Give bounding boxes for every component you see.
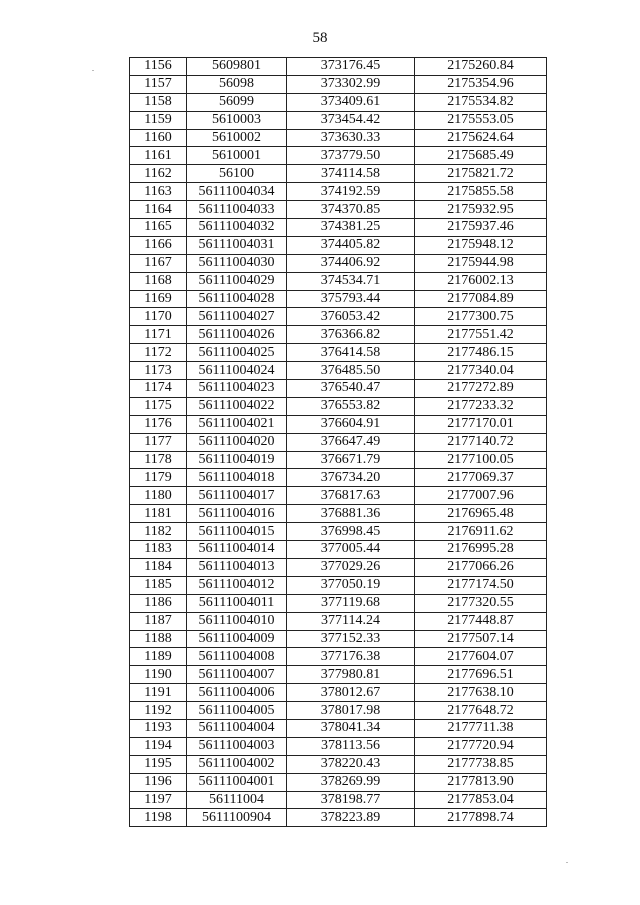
x-coordinate-cell: 373302.99	[287, 75, 415, 93]
y-coordinate-cell: 2176995.28	[415, 541, 547, 559]
point-id-cell: 5610002	[187, 129, 287, 147]
table-row	[130, 630, 547, 648]
point-id-cell: 56111004006	[187, 684, 287, 702]
point-number-cell: 1185	[130, 576, 187, 594]
x-coordinate-cell: 373454.42	[287, 111, 415, 129]
y-coordinate-cell: 2175937.46	[415, 219, 547, 237]
x-coordinate-cell: 374114.58	[287, 165, 415, 183]
x-coordinate-cell: 376414.58	[287, 344, 415, 362]
y-coordinate-cell: 2176911.62	[415, 523, 547, 541]
x-coordinate-cell: 378113.56	[287, 737, 415, 755]
point-id-cell: 56111004009	[187, 630, 287, 648]
x-coordinate-cell: 376485.50	[287, 362, 415, 380]
y-coordinate-cell: 2177320.55	[415, 594, 547, 612]
point-number-cell: 1192	[130, 702, 187, 720]
point-number-cell: 1187	[130, 612, 187, 630]
point-number-cell: 1159	[130, 111, 187, 129]
x-coordinate-cell: 374406.92	[287, 254, 415, 272]
point-number-cell: 1177	[130, 433, 187, 451]
x-coordinate-cell: 376553.82	[287, 397, 415, 415]
point-id-cell: 56111004031	[187, 236, 287, 254]
point-number-cell: 1174	[130, 380, 187, 398]
table-row	[130, 362, 547, 380]
point-number-cell: 1195	[130, 755, 187, 773]
point-number-cell: 1171	[130, 326, 187, 344]
y-coordinate-cell: 2177140.72	[415, 433, 547, 451]
x-coordinate-cell: 374370.85	[287, 201, 415, 219]
point-id-cell: 56111004016	[187, 505, 287, 523]
point-id-cell: 5611100904	[187, 809, 287, 827]
table-row	[130, 433, 547, 451]
point-id-cell: 56111004023	[187, 380, 287, 398]
y-coordinate-cell: 2177084.89	[415, 290, 547, 308]
page-number: 58	[312, 30, 328, 46]
point-number-cell: 1197	[130, 791, 187, 809]
point-id-cell: 56098	[187, 75, 287, 93]
point-id-cell: 56111004020	[187, 433, 287, 451]
point-number-cell: 1179	[130, 469, 187, 487]
y-coordinate-cell: 2177507.14	[415, 630, 547, 648]
y-coordinate-cell: 2177638.10	[415, 684, 547, 702]
table-row	[130, 541, 547, 559]
point-number-cell: 1183	[130, 541, 187, 559]
x-coordinate-cell: 373630.33	[287, 129, 415, 147]
x-coordinate-cell: 376817.63	[287, 487, 415, 505]
x-coordinate-cell: 377005.44	[287, 541, 415, 559]
x-coordinate-cell: 377152.33	[287, 630, 415, 648]
point-number-cell: 1162	[130, 165, 187, 183]
point-id-cell: 56111004018	[187, 469, 287, 487]
point-number-cell: 1198	[130, 809, 187, 827]
x-coordinate-cell: 377980.81	[287, 666, 415, 684]
point-id-cell: 56111004025	[187, 344, 287, 362]
point-id-cell: 56111004014	[187, 541, 287, 559]
y-coordinate-cell: 2177853.04	[415, 791, 547, 809]
x-coordinate-cell: 374381.25	[287, 219, 415, 237]
x-coordinate-cell: 374405.82	[287, 236, 415, 254]
x-coordinate-cell: 377050.19	[287, 576, 415, 594]
y-coordinate-cell: 2177272.89	[415, 380, 547, 398]
point-id-cell: 5609801	[187, 58, 287, 76]
point-number-cell: 1158	[130, 93, 187, 111]
table-row	[130, 326, 547, 344]
table-row	[130, 58, 547, 76]
y-coordinate-cell: 2175553.05	[415, 111, 547, 129]
y-coordinate-cell: 2175624.64	[415, 129, 547, 147]
y-coordinate-cell: 2177448.87	[415, 612, 547, 630]
table-row	[130, 165, 547, 183]
point-number-cell: 1186	[130, 594, 187, 612]
point-id-cell: 56111004019	[187, 451, 287, 469]
point-id-cell: 56111004003	[187, 737, 287, 755]
x-coordinate-cell: 373409.61	[287, 93, 415, 111]
scan-speck	[92, 70, 94, 71]
point-id-cell: 56111004005	[187, 702, 287, 720]
x-coordinate-cell: 376881.36	[287, 505, 415, 523]
y-coordinate-cell: 2175821.72	[415, 165, 547, 183]
y-coordinate-cell: 2177551.42	[415, 326, 547, 344]
point-id-cell: 56111004008	[187, 648, 287, 666]
point-number-cell: 1189	[130, 648, 187, 666]
point-id-cell: 56111004021	[187, 415, 287, 433]
y-coordinate-cell: 2177069.37	[415, 469, 547, 487]
point-number-cell: 1156	[130, 58, 187, 76]
table-row	[130, 75, 547, 93]
table-row	[130, 719, 547, 737]
point-number-cell: 1193	[130, 719, 187, 737]
point-number-cell: 1190	[130, 666, 187, 684]
y-coordinate-cell: 2177486.15	[415, 344, 547, 362]
table-row	[130, 576, 547, 594]
table-row	[130, 219, 547, 237]
table-row	[130, 236, 547, 254]
point-id-cell: 56100	[187, 165, 287, 183]
y-coordinate-cell: 2175534.82	[415, 93, 547, 111]
y-coordinate-cell: 2177100.05	[415, 451, 547, 469]
table-row	[130, 505, 547, 523]
y-coordinate-cell: 2177648.72	[415, 702, 547, 720]
y-coordinate-cell: 2177340.04	[415, 362, 547, 380]
point-number-cell: 1181	[130, 505, 187, 523]
table-row	[130, 380, 547, 398]
point-id-cell: 56111004012	[187, 576, 287, 594]
point-number-cell: 1170	[130, 308, 187, 326]
x-coordinate-cell: 378269.99	[287, 773, 415, 791]
table-row	[130, 523, 547, 541]
x-coordinate-cell: 377029.26	[287, 558, 415, 576]
y-coordinate-cell: 2176965.48	[415, 505, 547, 523]
coordinates-table-body	[130, 58, 547, 827]
x-coordinate-cell: 374534.71	[287, 272, 415, 290]
point-number-cell: 1176	[130, 415, 187, 433]
y-coordinate-cell: 2175944.98	[415, 254, 547, 272]
x-coordinate-cell: 378220.43	[287, 755, 415, 773]
table-row	[130, 183, 547, 201]
point-number-cell: 1163	[130, 183, 187, 201]
point-number-cell: 1188	[130, 630, 187, 648]
y-coordinate-cell: 2177170.01	[415, 415, 547, 433]
table-row	[130, 487, 547, 505]
table-row	[130, 791, 547, 809]
y-coordinate-cell: 2177007.96	[415, 487, 547, 505]
x-coordinate-cell: 375793.44	[287, 290, 415, 308]
point-number-cell: 1168	[130, 272, 187, 290]
x-coordinate-cell: 378017.98	[287, 702, 415, 720]
point-number-cell: 1165	[130, 219, 187, 237]
point-number-cell: 1167	[130, 254, 187, 272]
point-number-cell: 1161	[130, 147, 187, 165]
x-coordinate-cell: 378012.67	[287, 684, 415, 702]
point-number-cell: 1175	[130, 397, 187, 415]
table-row	[130, 129, 547, 147]
point-id-cell: 56111004017	[187, 487, 287, 505]
x-coordinate-cell: 376647.49	[287, 433, 415, 451]
table-row	[130, 201, 547, 219]
point-id-cell: 56111004029	[187, 272, 287, 290]
point-number-cell: 1184	[130, 558, 187, 576]
point-id-cell: 56111004027	[187, 308, 287, 326]
point-number-cell: 1194	[130, 737, 187, 755]
y-coordinate-cell: 2177738.85	[415, 755, 547, 773]
table-row	[130, 809, 547, 827]
y-coordinate-cell: 2175685.49	[415, 147, 547, 165]
x-coordinate-cell: 376366.82	[287, 326, 415, 344]
table-row	[130, 308, 547, 326]
point-id-cell: 56111004026	[187, 326, 287, 344]
table-row	[130, 290, 547, 308]
y-coordinate-cell: 2175354.96	[415, 75, 547, 93]
y-coordinate-cell: 2177066.26	[415, 558, 547, 576]
point-number-cell: 1169	[130, 290, 187, 308]
point-id-cell: 56111004007	[187, 666, 287, 684]
y-coordinate-cell: 2175855.58	[415, 183, 547, 201]
point-id-cell: 5610001	[187, 147, 287, 165]
y-coordinate-cell: 2177813.90	[415, 773, 547, 791]
y-coordinate-cell: 2177174.50	[415, 576, 547, 594]
scan-speck	[566, 862, 568, 863]
y-coordinate-cell: 2177604.07	[415, 648, 547, 666]
point-id-cell: 56111004011	[187, 594, 287, 612]
point-number-cell: 1164	[130, 201, 187, 219]
y-coordinate-cell: 2177696.51	[415, 666, 547, 684]
table-row	[130, 737, 547, 755]
x-coordinate-cell: 376604.91	[287, 415, 415, 433]
x-coordinate-cell: 373176.45	[287, 58, 415, 76]
y-coordinate-cell: 2175948.12	[415, 236, 547, 254]
coordinates-table	[129, 57, 547, 827]
table-row	[130, 147, 547, 165]
y-coordinate-cell: 2175932.95	[415, 201, 547, 219]
point-number-cell: 1180	[130, 487, 187, 505]
y-coordinate-cell: 2177898.74	[415, 809, 547, 827]
table-row	[130, 397, 547, 415]
point-id-cell: 56111004034	[187, 183, 287, 201]
point-number-cell: 1157	[130, 75, 187, 93]
table-row	[130, 773, 547, 791]
y-coordinate-cell: 2177711.38	[415, 719, 547, 737]
x-coordinate-cell: 376540.47	[287, 380, 415, 398]
table-row	[130, 469, 547, 487]
y-coordinate-cell: 2177300.75	[415, 308, 547, 326]
x-coordinate-cell: 377176.38	[287, 648, 415, 666]
point-number-cell: 1172	[130, 344, 187, 362]
table-row	[130, 558, 547, 576]
y-coordinate-cell: 2177233.32	[415, 397, 547, 415]
x-coordinate-cell: 378198.77	[287, 791, 415, 809]
table-row	[130, 272, 547, 290]
point-id-cell: 56111004013	[187, 558, 287, 576]
point-number-cell: 1196	[130, 773, 187, 791]
point-id-cell: 56111004033	[187, 201, 287, 219]
table-row	[130, 451, 547, 469]
y-coordinate-cell: 2175260.84	[415, 58, 547, 76]
point-id-cell: 56111004	[187, 791, 287, 809]
point-number-cell: 1182	[130, 523, 187, 541]
table-row	[130, 648, 547, 666]
table-row	[130, 415, 547, 433]
point-id-cell: 56111004001	[187, 773, 287, 791]
x-coordinate-cell: 378223.89	[287, 809, 415, 827]
table-row	[130, 755, 547, 773]
point-id-cell: 56111004024	[187, 362, 287, 380]
table-row	[130, 666, 547, 684]
x-coordinate-cell: 377119.68	[287, 594, 415, 612]
point-number-cell: 1178	[130, 451, 187, 469]
table-row	[130, 344, 547, 362]
point-id-cell: 56111004002	[187, 755, 287, 773]
table-row	[130, 111, 547, 129]
point-id-cell: 56099	[187, 93, 287, 111]
point-number-cell: 1160	[130, 129, 187, 147]
x-coordinate-cell: 376671.79	[287, 451, 415, 469]
point-id-cell: 56111004010	[187, 612, 287, 630]
point-id-cell: 56111004030	[187, 254, 287, 272]
point-number-cell: 1173	[130, 362, 187, 380]
x-coordinate-cell: 378041.34	[287, 719, 415, 737]
x-coordinate-cell: 376998.45	[287, 523, 415, 541]
point-id-cell: 56111004022	[187, 397, 287, 415]
table-row	[130, 612, 547, 630]
point-id-cell: 5610003	[187, 111, 287, 129]
point-number-cell: 1191	[130, 684, 187, 702]
table-row	[130, 702, 547, 720]
point-id-cell: 56111004015	[187, 523, 287, 541]
point-id-cell: 56111004032	[187, 219, 287, 237]
point-number-cell: 1166	[130, 236, 187, 254]
table-row	[130, 594, 547, 612]
x-coordinate-cell: 376053.42	[287, 308, 415, 326]
x-coordinate-cell: 374192.59	[287, 183, 415, 201]
x-coordinate-cell: 376734.20	[287, 469, 415, 487]
table-row	[130, 93, 547, 111]
table-row	[130, 254, 547, 272]
point-id-cell: 56111004004	[187, 719, 287, 737]
table-row	[130, 684, 547, 702]
x-coordinate-cell: 377114.24	[287, 612, 415, 630]
x-coordinate-cell: 373779.50	[287, 147, 415, 165]
y-coordinate-cell: 2177720.94	[415, 737, 547, 755]
point-id-cell: 56111004028	[187, 290, 287, 308]
y-coordinate-cell: 2176002.13	[415, 272, 547, 290]
